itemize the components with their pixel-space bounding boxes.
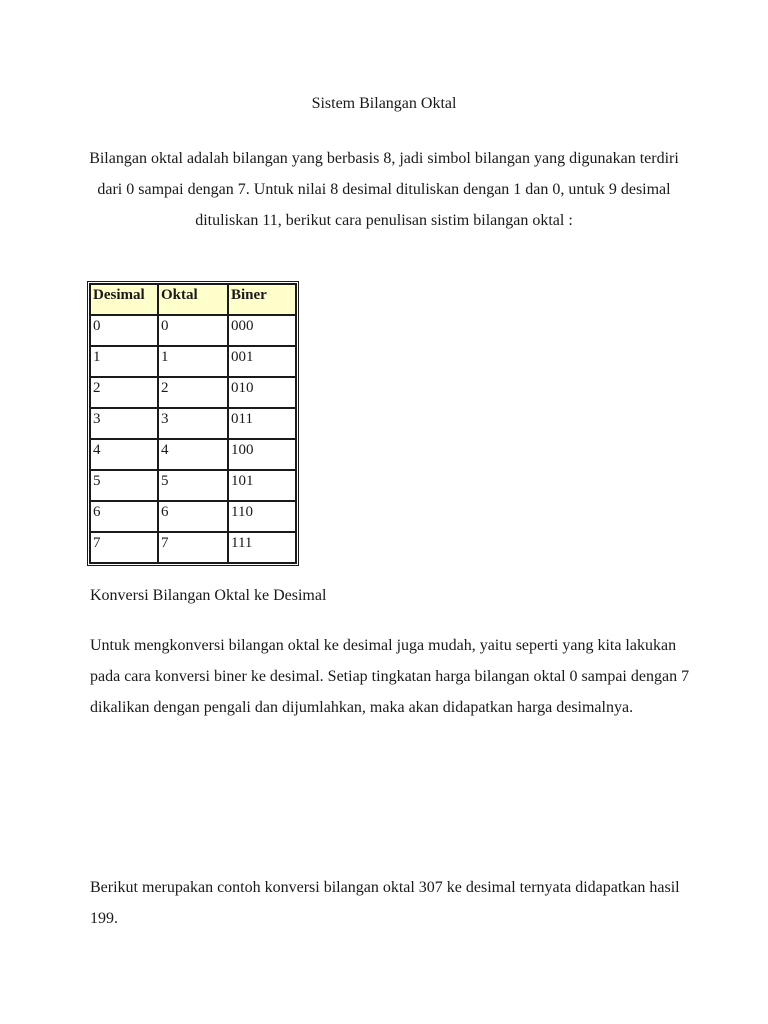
cell-oktal: 1 (159, 347, 229, 378)
cell-oktal: 0 (159, 316, 229, 347)
cell-biner: 010 (229, 378, 295, 409)
table-row (91, 471, 295, 502)
cell-desimal: 1 (91, 347, 159, 378)
conversion-explanation-paragraph: Untuk mengkonversi bilangan oktal ke desimal juga mudah, yaitu seperti yang kita lakukan pada cara konversi biner ke desimal. Setiap tingkatan harga bilangan oktal 0 sampai dengan 7 dikalikan dengan pengali dan dijumlahkan, maka akan didapatkan harga desimalnya. (90, 637, 690, 716)
table-header-row (91, 285, 295, 316)
cell-biner: 101 (229, 471, 295, 502)
header-biner: Biner (229, 285, 295, 316)
cell-biner: 000 (229, 316, 295, 347)
table-row (91, 440, 295, 471)
cell-desimal: 5 (91, 471, 159, 502)
cell-biner: 001 (229, 347, 295, 378)
table-row (91, 316, 295, 347)
cell-biner: 011 (229, 409, 295, 440)
cell-desimal: 6 (91, 502, 159, 533)
cell-biner: 110 (229, 502, 295, 533)
header-desimal: Desimal (91, 285, 159, 316)
octal-conversion-table (89, 283, 297, 564)
table-row (91, 533, 295, 562)
cell-biner: 100 (229, 440, 295, 471)
cell-desimal: 2 (91, 378, 159, 409)
cell-desimal: 3 (91, 409, 159, 440)
section-heading: Konversi Bilangan Oktal ke Desimal (90, 587, 327, 604)
table-row (91, 502, 295, 533)
cell-desimal: 0 (91, 316, 159, 347)
header-oktal: Oktal (159, 285, 229, 316)
cell-oktal: 2 (159, 378, 229, 409)
cell-desimal: 4 (91, 440, 159, 471)
intro-paragraph: Bilangan oktal adalah bilangan yang berbasis 8, jadi simbol bilangan yang digunakan terdiri dari 0 sampai dengan 7. Untuk nilai 8 desimal dituliskan dengan 1 dan 0, untuk 9 desimal dituliskan 11, berikut cara penulisan sistim bilangan oktal : (89, 150, 679, 229)
table-row (91, 409, 295, 440)
cell-oktal: 3 (159, 409, 229, 440)
document-title: Sistem Bilangan Oktal (311, 95, 457, 112)
conversion-example-paragraph: Berikut merupakan contoh konversi bilangan oktal 307 ke desimal ternyata didapatkan hasil 199. (90, 879, 680, 927)
cell-oktal: 4 (159, 440, 229, 471)
cell-desimal: 7 (91, 533, 159, 562)
cell-biner: 111 (231, 535, 253, 551)
table-row (91, 347, 295, 378)
table-row (91, 378, 295, 409)
cell-oktal: 6 (159, 502, 229, 533)
cell-oktal: 5 (159, 471, 229, 502)
cell-oktal: 7 (159, 533, 229, 562)
